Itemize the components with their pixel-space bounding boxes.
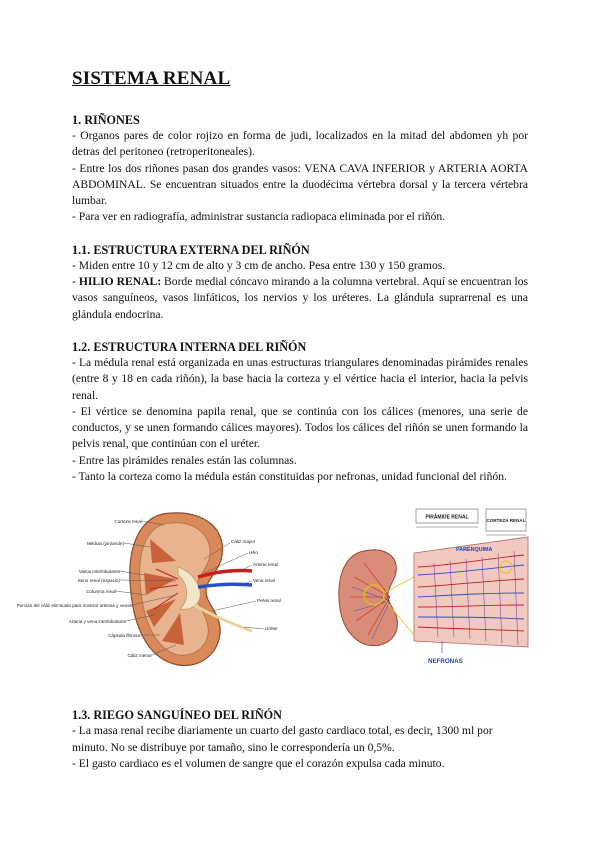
label-ureter: Uréter bbox=[265, 626, 278, 632]
paragraph: - Tanto la corteza como la médula están constituidas por nefronas, unidad funcional del riñón. bbox=[72, 470, 507, 484]
section-heading: 1.3. RIEGO SANGUÍNEO DEL RIÑÓN bbox=[72, 708, 282, 723]
section-rinones bbox=[72, 112, 528, 226]
paragraph: - Entre las pirámides renales están las columnas. bbox=[72, 453, 297, 467]
section-estructura-interna bbox=[72, 339, 528, 485]
label-porcion-caliz: Porción del cáliz eliminado para mostrar arterias y venas bbox=[16, 603, 132, 609]
section-heading: 1. RIÑONES bbox=[72, 113, 140, 127]
paragraph: - El vértice se denomina papila renal, que se continúa con los cálices (menores, una serie de conductos, y se unen formando cálices mayores). Todos los cálices del riñón se unen formando la pelvis renal, que continúan con el uréter. bbox=[72, 404, 528, 451]
label-corteza-renal: Corteza renal bbox=[114, 519, 142, 525]
label-caliz-mayor: Cáliz mayor bbox=[231, 539, 256, 545]
paragraph: - Miden entre 10 y 12 cm de alto y 3 cm de ancho. Pesa entre 130 y 150 gramos. bbox=[72, 258, 446, 272]
label-columna-renal: Columna renal bbox=[86, 589, 116, 595]
hilio-term: HILIO RENAL: bbox=[78, 275, 162, 289]
paragraph-hilio bbox=[72, 274, 528, 323]
document-content bbox=[16, 68, 529, 788]
section-estructura-externa bbox=[72, 242, 528, 323]
paragraph: - Entre los dos riñones pasan dos grandes vasos: VENA CAVA INFERIOR y ARTERIA AORTA ABDOMINAL. Se encuentran situados entre la duodécima vértebra dorsal y la tercera vértebra lumbar. bbox=[72, 161, 528, 208]
paragraph: - El gasto cardiaco es el volumen de sangre que el corazón expulsa cada minuto. bbox=[72, 756, 445, 770]
label-corteza-renal-box: CORTEZA RENAL bbox=[486, 518, 526, 524]
label-capsula-fibrosa: Cápsula fibrosa bbox=[108, 633, 140, 639]
label-caliz-menor: Cáliz menor bbox=[127, 653, 152, 659]
paragraph: - La médula renal está organizada en unas estructuras triangulares denominadas pirámides renales (entre 8 y 18 en cada riñón), la base hacia la corteza y el vértice hacia el interior, hacia la pelvis renal. bbox=[72, 355, 528, 402]
section-heading: 1.2. ESTRUCTURA INTERNA DEL RIÑÓN bbox=[72, 339, 307, 354]
label-hilio: Hilio bbox=[249, 550, 258, 556]
section-heading: 1.1. ESTRUCTURA EXTERNA DEL RIÑÓN bbox=[72, 242, 310, 257]
dash: - bbox=[72, 275, 79, 289]
paragraph: - Para ver en radiografía, administrar sustancia radiopaca eliminada por el riñón. bbox=[72, 210, 446, 224]
nephron-diagram-figure bbox=[334, 507, 530, 671]
section-riego-sanguineo bbox=[72, 707, 528, 772]
paragraph: - La masa renal recibe diariamente un cuarto del gasto cardiaco total, es decir, 1300 ml por minuto. No se distribuye por tamaño, sino le correspondería un 0,5%. bbox=[72, 724, 493, 754]
label-pelvis-renal: Pelvis renal bbox=[257, 598, 281, 604]
document-title: SISTEMA RENAL bbox=[72, 68, 231, 89]
kidney-section-figure bbox=[16, 499, 312, 679]
label-seno-renal: Seno renal (espacio) bbox=[77, 578, 120, 584]
paragraph: - Organos pares de color rojizo en forma de judi, localizados en la mitad del abdomen yh por detras del peritoneo (retroperitoneales). bbox=[72, 129, 528, 159]
label-parenquima: PARÉNQUIMA bbox=[456, 547, 493, 554]
hilio-definition: Borde medial cóncavo mirando a la columna vertebral. Aquí se encuentran los vasos sanguíneos, vasos linfáticos, los nervios y los uréteres. La glándula suprarrenal es una glándula endocrina. bbox=[72, 275, 529, 321]
label-piramide-renal: PIRÁMIDE RENAL bbox=[425, 514, 469, 521]
label-vena-renal: Vena renal bbox=[253, 578, 275, 584]
label-arteria-renal: Arteria renal bbox=[253, 562, 279, 568]
label-arteria-vena-interlobulares: Arteria y vena interlobulares bbox=[68, 619, 126, 625]
figures-row bbox=[16, 499, 528, 689]
label-medula: Médula (pirámide) bbox=[86, 541, 124, 547]
label-nefronas: NEFRONAS bbox=[428, 658, 463, 666]
label-vasos-interlobulares: Vasos interlobulares bbox=[78, 569, 120, 575]
